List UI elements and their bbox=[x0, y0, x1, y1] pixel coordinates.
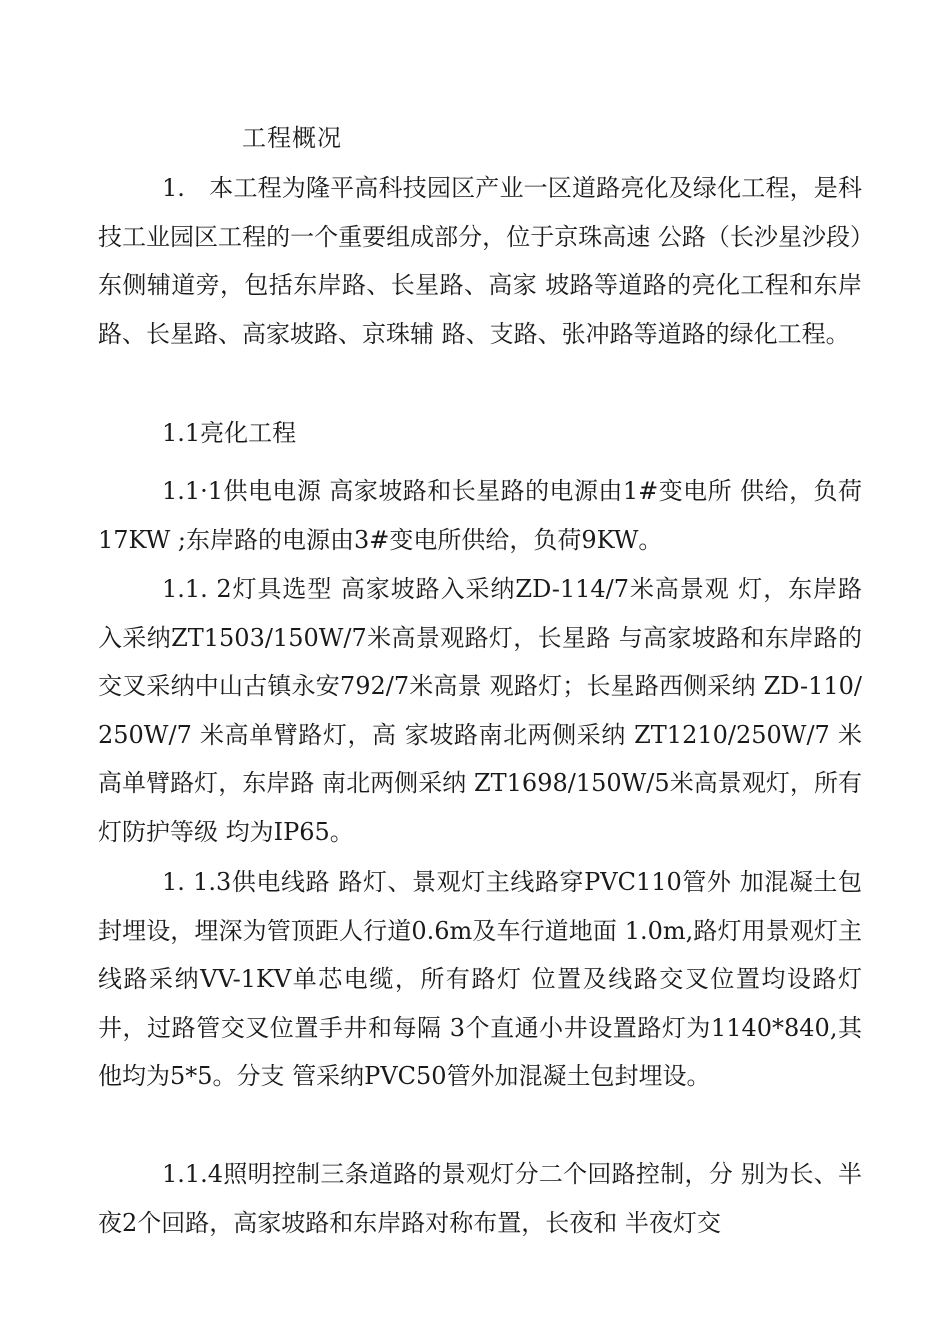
document-title: 工程概况 bbox=[242, 124, 342, 152]
paragraph-supply-lines: 1. 1.3供电线路 路灯、景观灯主线路穿PVC110管外 加混凝土包封埋设，埋深为管顶距人行道0.6m及车行道地面 1.0m,路灯用景观灯主线路采纳VV-1KV单芯电缆，所有路灯 位置及线路交叉位置均设路灯井，过路管交叉位置手井和每隔 3个直通小井设置路灯为1140*840,其他均为5*5。分支 管采纳PVC50管外加混凝土包封埋设。 bbox=[98, 868, 862, 1091]
paragraph-lamp-selection: 1.1. 2灯具选型 高家坡路入采纳ZD-114/7米高景观 灯，东岸路入采纳ZT1503/150W/7米高景观路灯，长星路 与高家坡路和东岸路的交叉采纳中山古镇永安792/7米高景 观路灯；长星路西侧采纳 ZD-110/250W/7 米高单臂路灯，高 家坡路南北两侧采纳 ZT1210/250W/7 米高单臂路灯，东岸路 南北两侧采纳 ZT1698/150W/5米高景观灯，所有灯防护等级 均为IP65。 bbox=[98, 575, 862, 846]
paragraph-power-supply: 1.1·1供电电源 高家坡路和长星路的电源由1#变电所 供给，负荷17KW ;东岸路的电源由3#变电所供给，负荷9KW。 bbox=[98, 477, 862, 554]
paragraph-overview: 1. 本工程为隆平高科技园区产业一区道路亮化及绿化工程，是科技工业园区工程的一个重要组成部分，位于京珠高速 公路（长沙星沙段）东侧辅道旁，包括东岸路、长星路、高家 坡路等道路的亮化工程和东岸路、长星路、高家坡路、京珠辅 路、支路、张冲路等道路的绿化工程。 bbox=[98, 174, 862, 348]
paragraph-lighting-control: 1.1.4照明控制三条道路的景观灯分二个回路控制，分 别为长、半夜2个回路，高家坡路和东岸路对称布置，长夜和 半夜灯交 bbox=[98, 1160, 862, 1237]
paragraph-lighting-heading: 1.1亮化工程 bbox=[162, 419, 297, 447]
